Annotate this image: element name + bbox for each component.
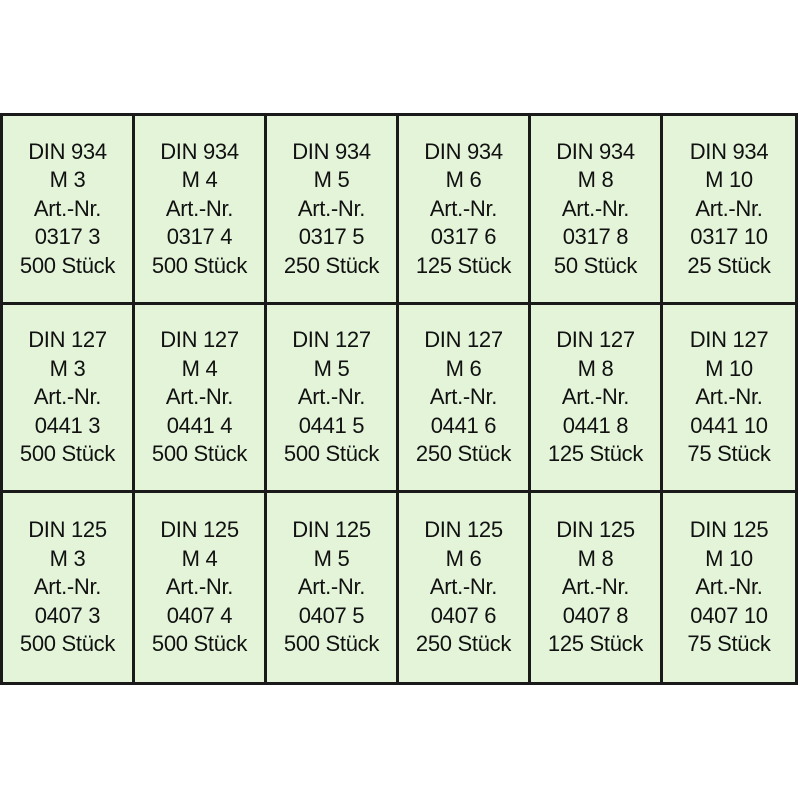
article-number-label: Art.-Nr. bbox=[561, 574, 630, 600]
din-standard: DIN 127 bbox=[424, 327, 503, 353]
label-cell bbox=[267, 305, 399, 494]
din-standard: DIN 125 bbox=[160, 517, 239, 543]
quantity: 125 Stück bbox=[547, 631, 644, 657]
label-cell bbox=[399, 493, 531, 682]
article-number-label: Art.-Nr. bbox=[561, 195, 630, 221]
article-number: 0407 8 bbox=[562, 602, 629, 628]
thread-size: M 5 bbox=[313, 545, 350, 571]
article-number-label: Art.-Nr. bbox=[165, 195, 234, 221]
article-number: 0441 5 bbox=[298, 412, 365, 438]
label-cell bbox=[135, 305, 267, 494]
article-number: 0317 5 bbox=[298, 224, 365, 250]
article-number-label: Art.-Nr. bbox=[297, 574, 366, 600]
thread-size: M 10 bbox=[705, 545, 753, 571]
label-cell bbox=[531, 493, 663, 682]
thread-size: M 8 bbox=[577, 167, 614, 193]
din-standard: DIN 934 bbox=[292, 138, 371, 164]
thread-size: M 4 bbox=[181, 545, 218, 571]
label-cell bbox=[135, 493, 267, 682]
quantity: 500 Stück bbox=[151, 252, 248, 278]
thread-size: M 8 bbox=[577, 355, 614, 381]
article-number-label: Art.-Nr. bbox=[429, 574, 498, 600]
article-number-label: Art.-Nr. bbox=[561, 384, 630, 410]
din-standard: DIN 127 bbox=[556, 327, 635, 353]
article-number-label: Art.-Nr. bbox=[695, 384, 763, 410]
article-number-label: Art.-Nr. bbox=[297, 195, 366, 221]
thread-size: M 5 bbox=[313, 355, 350, 381]
article-number: 0407 4 bbox=[166, 602, 233, 628]
label-cell bbox=[3, 493, 135, 682]
quantity: 500 Stück bbox=[151, 631, 248, 657]
article-number: 0407 5 bbox=[298, 602, 365, 628]
quantity: 125 Stück bbox=[547, 441, 644, 467]
thread-size: M 4 bbox=[181, 355, 218, 381]
thread-size: M 10 bbox=[705, 167, 753, 193]
thread-size: M 3 bbox=[49, 167, 86, 193]
din-standard: DIN 127 bbox=[689, 327, 769, 353]
quantity: 50 Stück bbox=[553, 252, 638, 278]
thread-size: M 4 bbox=[181, 167, 218, 193]
quantity: 250 Stück bbox=[415, 441, 512, 467]
article-number: 0441 3 bbox=[34, 412, 101, 438]
article-number: 0441 6 bbox=[430, 412, 497, 438]
din-standard: DIN 934 bbox=[556, 138, 635, 164]
label-cell bbox=[531, 305, 663, 494]
quantity: 75 Stück bbox=[687, 441, 771, 467]
label-sheet-grid bbox=[0, 113, 798, 685]
article-number: 0317 10 bbox=[690, 224, 768, 250]
din-standard: DIN 125 bbox=[424, 517, 503, 543]
thread-size: M 5 bbox=[313, 167, 350, 193]
thread-size: M 10 bbox=[705, 355, 753, 381]
article-number: 0441 8 bbox=[562, 412, 629, 438]
article-number-label: Art.-Nr. bbox=[297, 384, 366, 410]
thread-size: M 3 bbox=[49, 545, 86, 571]
label-cell bbox=[267, 493, 399, 682]
thread-size: M 3 bbox=[49, 355, 86, 381]
article-number: 0407 10 bbox=[690, 602, 768, 628]
quantity: 125 Stück bbox=[415, 252, 512, 278]
label-cell bbox=[663, 116, 795, 305]
label-cell bbox=[531, 116, 663, 305]
din-standard: DIN 125 bbox=[689, 517, 769, 543]
label-cell bbox=[399, 116, 531, 305]
din-standard: DIN 934 bbox=[160, 138, 239, 164]
label-cell bbox=[663, 305, 795, 494]
thread-size: M 8 bbox=[577, 545, 614, 571]
article-number-label: Art.-Nr. bbox=[429, 384, 498, 410]
quantity: 75 Stück bbox=[687, 631, 771, 657]
quantity: 500 Stück bbox=[283, 631, 380, 657]
label-cell bbox=[663, 493, 795, 682]
quantity: 250 Stück bbox=[415, 631, 512, 657]
label-cell bbox=[3, 116, 135, 305]
din-standard: DIN 127 bbox=[28, 327, 107, 353]
article-number: 0317 8 bbox=[562, 224, 629, 250]
label-cell bbox=[135, 116, 267, 305]
din-standard: DIN 934 bbox=[28, 138, 107, 164]
article-number: 0441 4 bbox=[166, 412, 233, 438]
label-cell bbox=[399, 305, 531, 494]
article-number-label: Art.-Nr. bbox=[165, 574, 234, 600]
din-standard: DIN 125 bbox=[28, 517, 107, 543]
article-number-label: Art.-Nr. bbox=[33, 574, 102, 600]
din-standard: DIN 125 bbox=[556, 517, 635, 543]
din-standard: DIN 934 bbox=[424, 138, 503, 164]
article-number-label: Art.-Nr. bbox=[165, 384, 234, 410]
label-cell bbox=[267, 116, 399, 305]
article-number: 0407 3 bbox=[34, 602, 101, 628]
article-number: 0317 6 bbox=[430, 224, 497, 250]
quantity: 25 Stück bbox=[687, 252, 771, 278]
quantity: 500 Stück bbox=[19, 631, 116, 657]
thread-size: M 6 bbox=[445, 355, 482, 381]
article-number-label: Art.-Nr. bbox=[695, 195, 763, 221]
quantity: 500 Stück bbox=[283, 441, 380, 467]
article-number-label: Art.-Nr. bbox=[429, 195, 498, 221]
quantity: 250 Stück bbox=[283, 252, 380, 278]
article-number-label: Art.-Nr. bbox=[695, 574, 763, 600]
din-standard: DIN 125 bbox=[292, 517, 371, 543]
article-number-label: Art.-Nr. bbox=[33, 195, 102, 221]
article-number: 0441 10 bbox=[690, 412, 768, 438]
quantity: 500 Stück bbox=[19, 441, 116, 467]
article-number-label: Art.-Nr. bbox=[33, 384, 102, 410]
quantity: 500 Stück bbox=[151, 441, 248, 467]
thread-size: M 6 bbox=[445, 167, 482, 193]
din-standard: DIN 127 bbox=[160, 327, 239, 353]
thread-size: M 6 bbox=[445, 545, 482, 571]
din-standard: DIN 127 bbox=[292, 327, 371, 353]
quantity: 500 Stück bbox=[19, 252, 116, 278]
article-number: 0317 3 bbox=[34, 224, 101, 250]
label-cell bbox=[3, 305, 135, 494]
din-standard: DIN 934 bbox=[689, 138, 769, 164]
article-number: 0407 6 bbox=[430, 602, 497, 628]
article-number: 0317 4 bbox=[166, 224, 233, 250]
